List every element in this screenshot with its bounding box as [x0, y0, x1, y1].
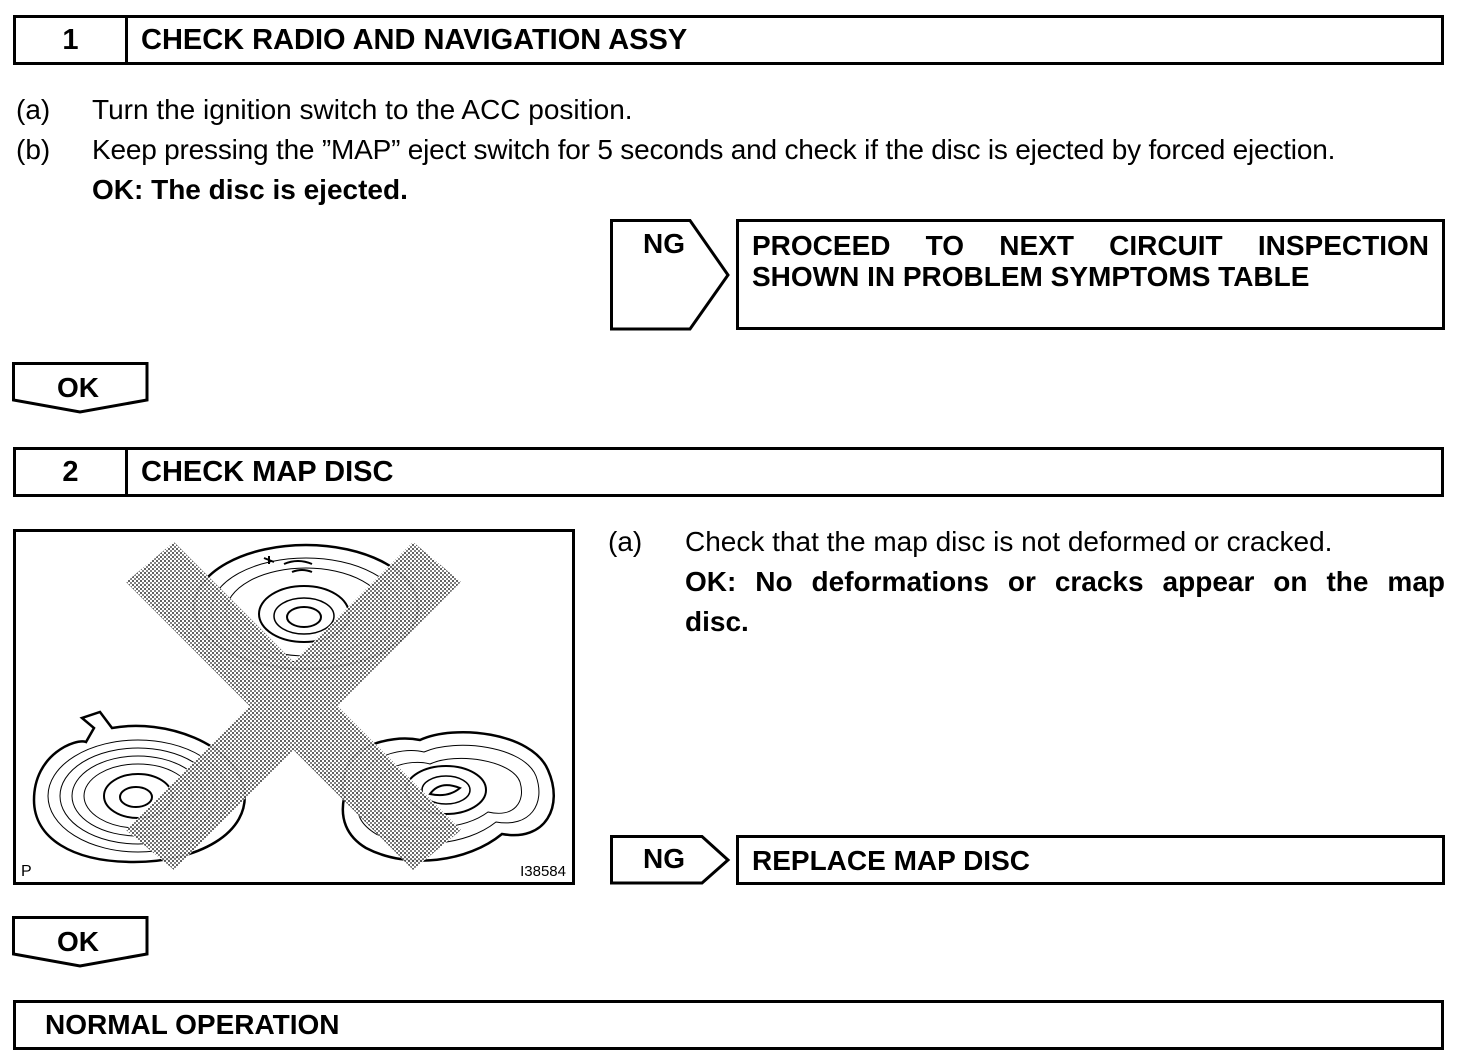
step-1-item-b-text: Keep pressing the ”MAP” eject switch for 5 seconds and check if the disc is ejected by forced ejection.	[92, 134, 1336, 165]
step-1-item-a-marker: (a)	[16, 94, 51, 125]
step-2-ng-label: NG	[643, 843, 685, 874]
step-1-number: 1	[16, 18, 128, 62]
illustration-figure-id: I38584	[520, 863, 566, 880]
step-2-ok-criteria-line2: disc.	[685, 606, 749, 637]
step-1-ng-action-line1: PROCEED TO NEXT CIRCUIT INSPECTION	[752, 230, 1429, 261]
illustration-corner-mark: P	[21, 863, 32, 880]
disc-damage-drawing	[16, 532, 572, 882]
step-2-ok-criteria-line1: OK: No deformations or cracks appear on the map	[685, 566, 1445, 597]
step-1-header	[13, 15, 1444, 65]
step-1-item-b-marker: (b)	[16, 134, 51, 165]
step-2-ng-result-box	[736, 835, 1445, 885]
step-1-item-a-text: Turn the ignition switch to the ACC position.	[92, 94, 633, 125]
final-result-box	[13, 1000, 1444, 1050]
step-1-ng-label: NG	[643, 228, 685, 259]
step-2-title: CHECK MAP DISC	[141, 455, 394, 488]
step-1-title: CHECK RADIO AND NAVIGATION ASSY	[141, 23, 688, 56]
step-2-number: 2	[16, 450, 128, 494]
step-2-item-a-text: Check that the map disc is not deformed or cracked.	[685, 526, 1333, 557]
step-1-ng-action-line2: SHOWN IN PROBLEM SYMPTOMS TABLE	[752, 261, 1310, 292]
step-1-ok-criteria: OK: The disc is ejected.	[92, 174, 408, 205]
final-result-title: NORMAL OPERATION	[45, 1009, 340, 1040]
step-2-ng-action: REPLACE MAP DISC	[752, 844, 1030, 876]
step-1-ok-label: OK	[57, 372, 99, 403]
step-2-header	[13, 447, 1444, 497]
step-2-ok-label: OK	[57, 926, 99, 957]
step-2-item-a-marker: (a)	[608, 526, 643, 557]
map-disc-illustration	[13, 529, 575, 885]
step-1-ng-result-box	[736, 219, 1445, 330]
